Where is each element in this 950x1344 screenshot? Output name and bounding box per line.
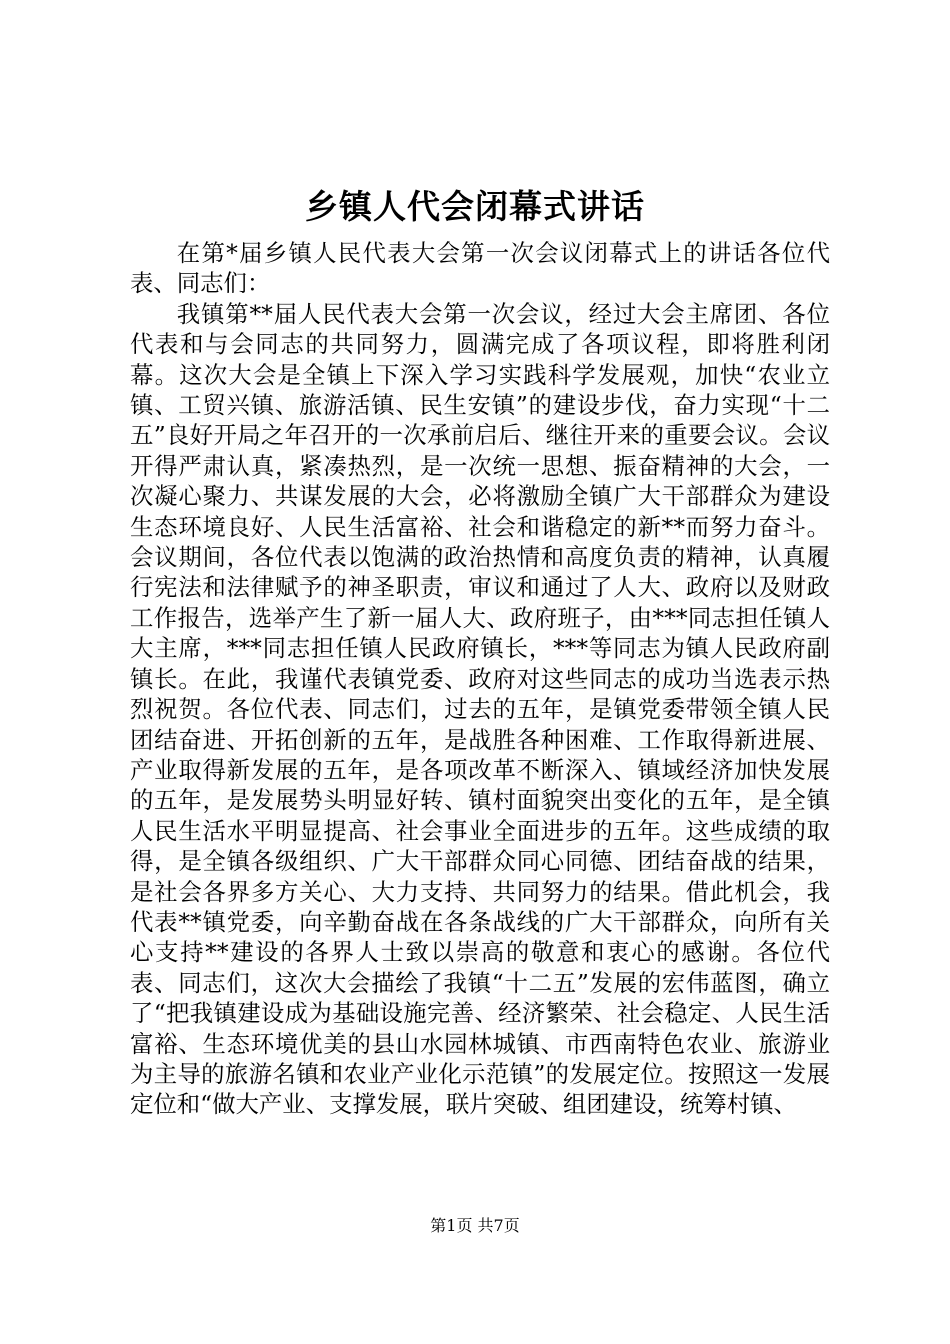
document-title: 乡镇人代会闭幕式讲话: [305, 187, 645, 226]
speech-paragraph: 我镇第**届人民代表大会第一次会议，经过大会主席团、各位代表和与会同志的共同努力，圆满完成了各项议程，即将胜利闭幕。这次大会是全镇上下深入学习实践科学发展观，加快“农业立镇、工贸兴镇、旅游活镇、民生安镇”的建设步伐，奋力实现“十二五”良好开局之年召开的一次承前启后、继往开来的重要会议。会议开得严肃认真，紧凑热烈，是一次统一思想、振奋精神的大会，一次凝心聚力、共谋发展的大会，必将激励全镇广大干部群众为建设生态环境良好、人民生活富裕、社会和谐稳定的新**而努力奋斗。会议期间，各位代表以饱满的政治热情和高度负责的精神，认真履行宪法和法律赋予的神圣职责，审议和通过了人大、政府以及财政工作报告，选举产生了新一届人大、政府班子，由***同志担任镇人大主席，***同志担任镇人民政府镇长，***等同志为镇人民政府副镇长。在此，我谨代表镇党委、政府对这些同志的成功当选表示热烈祝贺。各位代表、同志们，过去的五年，是镇党委带领全镇人民团结奋进、开拓创新的五年，是战胜各种困难、工作取得新进展、产业取得新发展的五年，是各项改革不断深入、镇域经济加快发展的五年，是发展势头明显好转、镇村面貌突出变化的五年，是全镇人民生活水平明显提高、社会事业全面进步的五年。这些成绩的取得，是全镇各级组织、广大干部群众同心同德、团结奋战的结果，是社会各界多方关心、大力支持、共同努力的结果。借此机会，我代表**镇党委，向辛勤奋战在各条战线的广大干部群众，向所有关心支持**建设的各界人士致以崇高的敬意和衷心的感谢。各位代表、同志们，这次大会描绘了我镇“十二五”发展的宏伟蓝图，确立了“把我镇建设成为基础设施完善、经济繁荣、社会稳定、人民生活富裕、生态环境优美的县山水园林城镇、市西南特色农业、旅游业为主导的旅游名镇和农业产业化示范镇”的发展定位。按照这一发展定位和“做大产业、支撑发展，联片突破、组团建设，统筹村镇、: [130, 299, 830, 1119]
document-body: [130, 238, 830, 1120]
page-number-footer: 第1页 共7页: [430, 1216, 520, 1235]
opening-paragraph: 在第*届乡镇人民代表大会第一次会议闭幕式上的讲话各位代表、同志们：: [130, 239, 830, 298]
